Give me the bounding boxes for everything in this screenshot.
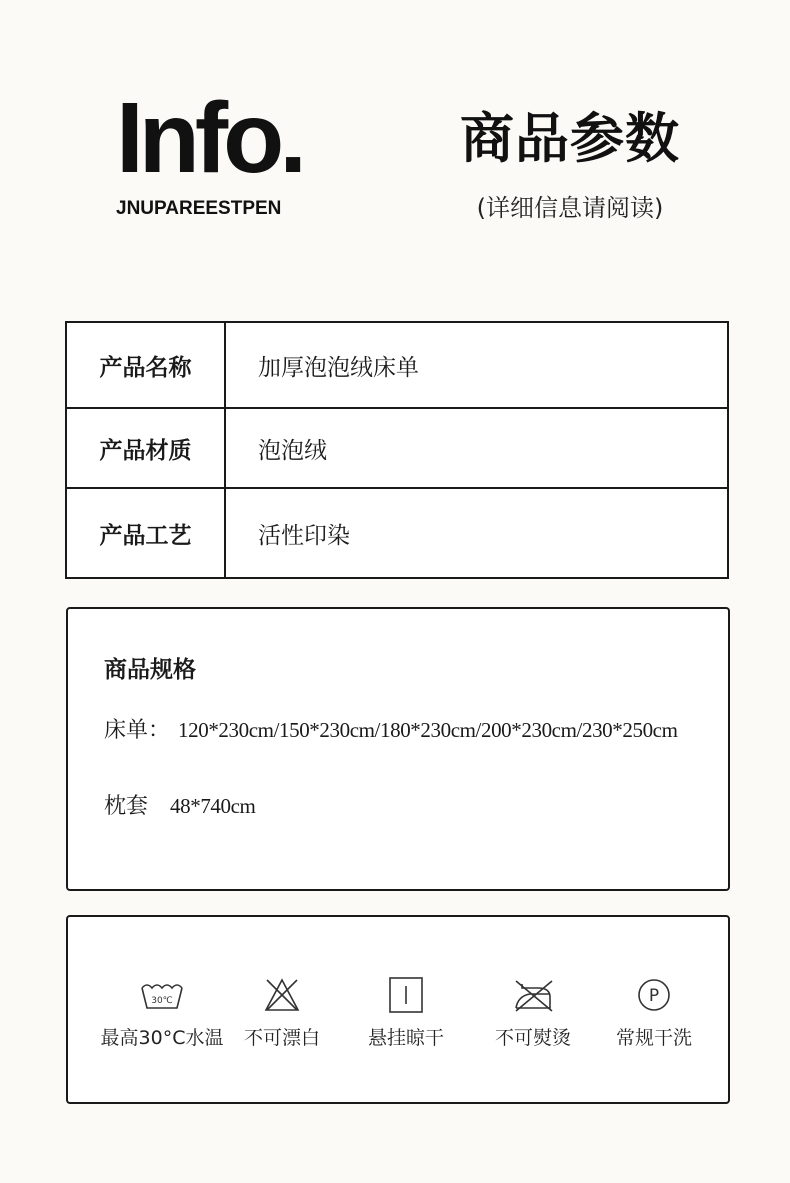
header-right: [440, 107, 700, 223]
care-label: 悬挂晾干: [367, 1027, 444, 1049]
care-item: [463, 977, 603, 1050]
param-value: 加厚泡泡绒床单: [225, 322, 728, 408]
sheet-size-row: [104, 713, 678, 744]
care-label: 最高30°C水温: [100, 1027, 224, 1049]
spec-title: 商品规格: [104, 657, 196, 683]
care-box: [66, 915, 730, 1104]
page-title: 商品参数: [460, 107, 680, 170]
pillow-label: 枕套: [104, 794, 149, 819]
care-label: 常规干洗: [615, 1027, 692, 1049]
sheet-label: 床单：: [104, 718, 171, 743]
pillow-size-row: [104, 789, 255, 820]
care-item: [92, 977, 232, 1050]
params-table: [65, 321, 729, 579]
care-item: [336, 977, 476, 1050]
hang-dry-icon: [336, 977, 476, 1013]
brand-name: JNUPAREESTPEN: [116, 198, 282, 219]
params-row: [66, 322, 728, 408]
param-label: 产品工艺: [66, 488, 225, 578]
param-value: 泡泡绒: [225, 408, 728, 488]
param-label: 产品名称: [66, 322, 225, 408]
pillow-size: 48*740cm: [170, 794, 256, 818]
spec-box: [66, 607, 730, 891]
no-iron-icon: [463, 977, 603, 1013]
care-item: [584, 977, 724, 1050]
dry-clean-letter: P: [648, 986, 660, 1006]
care-item: [212, 977, 352, 1050]
param-label: 产品材质: [66, 408, 225, 488]
care-label: 不可熨烫: [494, 1027, 571, 1049]
sheet-sizes: 120*230cm/150*230cm/180*230cm/200*230cm/230*250cm: [178, 718, 678, 742]
params-row: [66, 488, 728, 578]
wash-temp-text: 30℃: [151, 996, 173, 1006]
dry-clean-p-icon: [584, 977, 724, 1013]
no-bleach-icon: [212, 977, 352, 1013]
param-value: 活性印染: [225, 488, 728, 578]
header-left: [116, 82, 303, 220]
wash-30-icon: [92, 977, 232, 1013]
params-row: [66, 408, 728, 488]
care-label: 不可漂白: [243, 1027, 320, 1049]
info-title: Info.: [116, 82, 303, 194]
page-subtitle: (详细信息请阅读): [476, 194, 664, 222]
